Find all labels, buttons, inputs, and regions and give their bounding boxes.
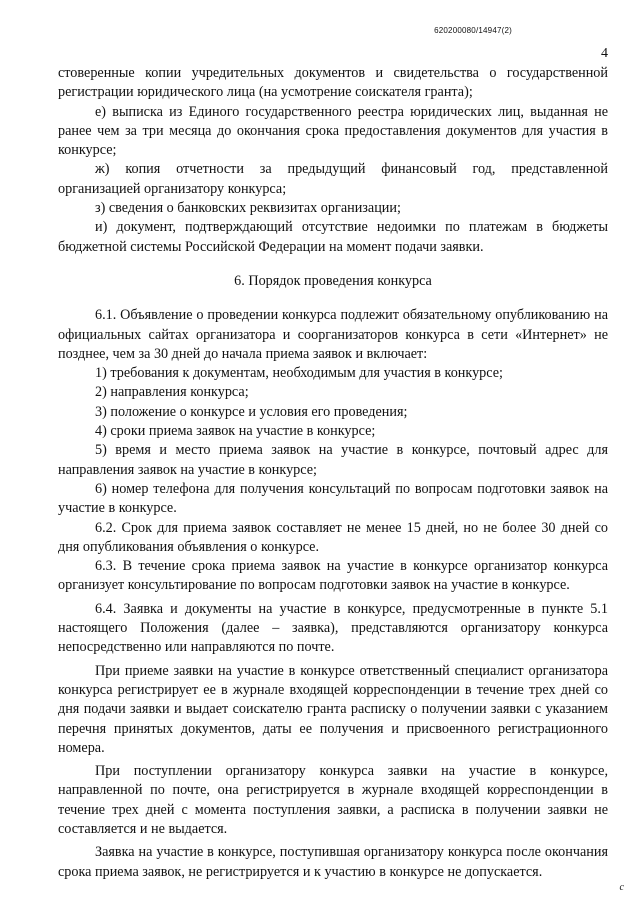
list-item-6: 6) номер телефона для получения консультаций по вопросам подготовки заявок на участие в конкурсе. [58,480,608,517]
paragraph-6-1: 6.1. Объявление о проведении конкурса подлежит обязательному опубликованию на официальных сайтах организатора и соорганизаторов конкурса в сети «Интернет» не позднее, чем за 30 дней до начала приема заявок и включает: [58,307,608,362]
paragraph-6-4: 6.4. Заявка и документы на участие в конкурсе, предусмотренные в пункте 5.1 настоящего Положения (далее – заявка), представляются организатору конкурса непосредственно или направляются по почте. [58,600,608,656]
document-id: 620200080/14947(2) [434,26,512,35]
list-item-5: 5) время и место приема заявок на участие в конкурсе, почтовый адрес для направления заявок на участие в конкурсе; [58,442,608,478]
list-item-4: 4) сроки приема заявок на участие в конкурсе; [95,423,376,440]
document-body [58,64,608,882]
paragraph-item-z: з) сведения о банковских реквизитах организации; [95,200,401,217]
list-item-3: 3) положение о конкурсе и условия его проведения; [95,403,408,420]
paragraph-item-zh: ж) копия отчетности за предыдущий финансовый год, представленной организацией организатору конкурса; [58,161,608,197]
list-item-1: 1) требования к документам, необходимым для участия в конкурсе; [95,365,503,382]
page-number: 4 [601,46,608,61]
paragraph-receipt: При приеме заявки на участие в конкурсе ответственный специалист организатора конкурса регистрирует ее в журнале входящей корреспонденции в течение трех дней со дня подачи заявки и выдает соискателю гранта расписку о получении заявки с указанием перечня принятых документов, даты ее получения и присвоенного регистрационного номера. [58,662,608,756]
paragraph-item-e: е) выписка из Единого государственного реестра юридических лиц, выданная не ранее чем за три месяца до окончания срока предоставления документов для участия в конкурсе; [58,103,608,159]
list-item-2: 2) направления конкурса; [95,384,249,401]
paragraph-6-3: 6.3. В течение срока приема заявок на участие в конкурсе организатор конкурса организует консультирование по вопросам подготовки заявок на участие в конкурсе. [58,558,608,594]
paragraph-6-2: 6.2. Срок для приема заявок составляет не менее 15 дней, но не более 30 дней со дня опубликования объявления о конкурсе. [58,519,608,555]
corner-mark: c [619,882,624,893]
paragraph-item-i: и) документ, подтверждающий отсутствие недоимки по платежам в бюджеты бюджетной системы Российской Федерации на момент подачи заявки. [58,219,608,255]
paragraph-postal: При поступлении организатору конкурса заявки на участие в конкурсе, направленной по почте, она регистрируется в журнале входящей корреспонденции в течение трех дней с момента поступления заявки, а расписка в получении заявки не составляется и не выдается. [58,763,608,837]
paragraph-late-application: Заявка на участие в конкурсе, поступившая организатору конкурса после окончания срока приема заявок, не регистрируется и к участию в конкурсе не допускается. [58,844,608,880]
paragraph-continuation: стоверенные копии учредительных документов и свидетельства о государственной регистрации юридического лица (на усмотрение соискателя гранта); [58,65,608,101]
section-title: 6. Порядок проведения конкурса [234,272,432,289]
